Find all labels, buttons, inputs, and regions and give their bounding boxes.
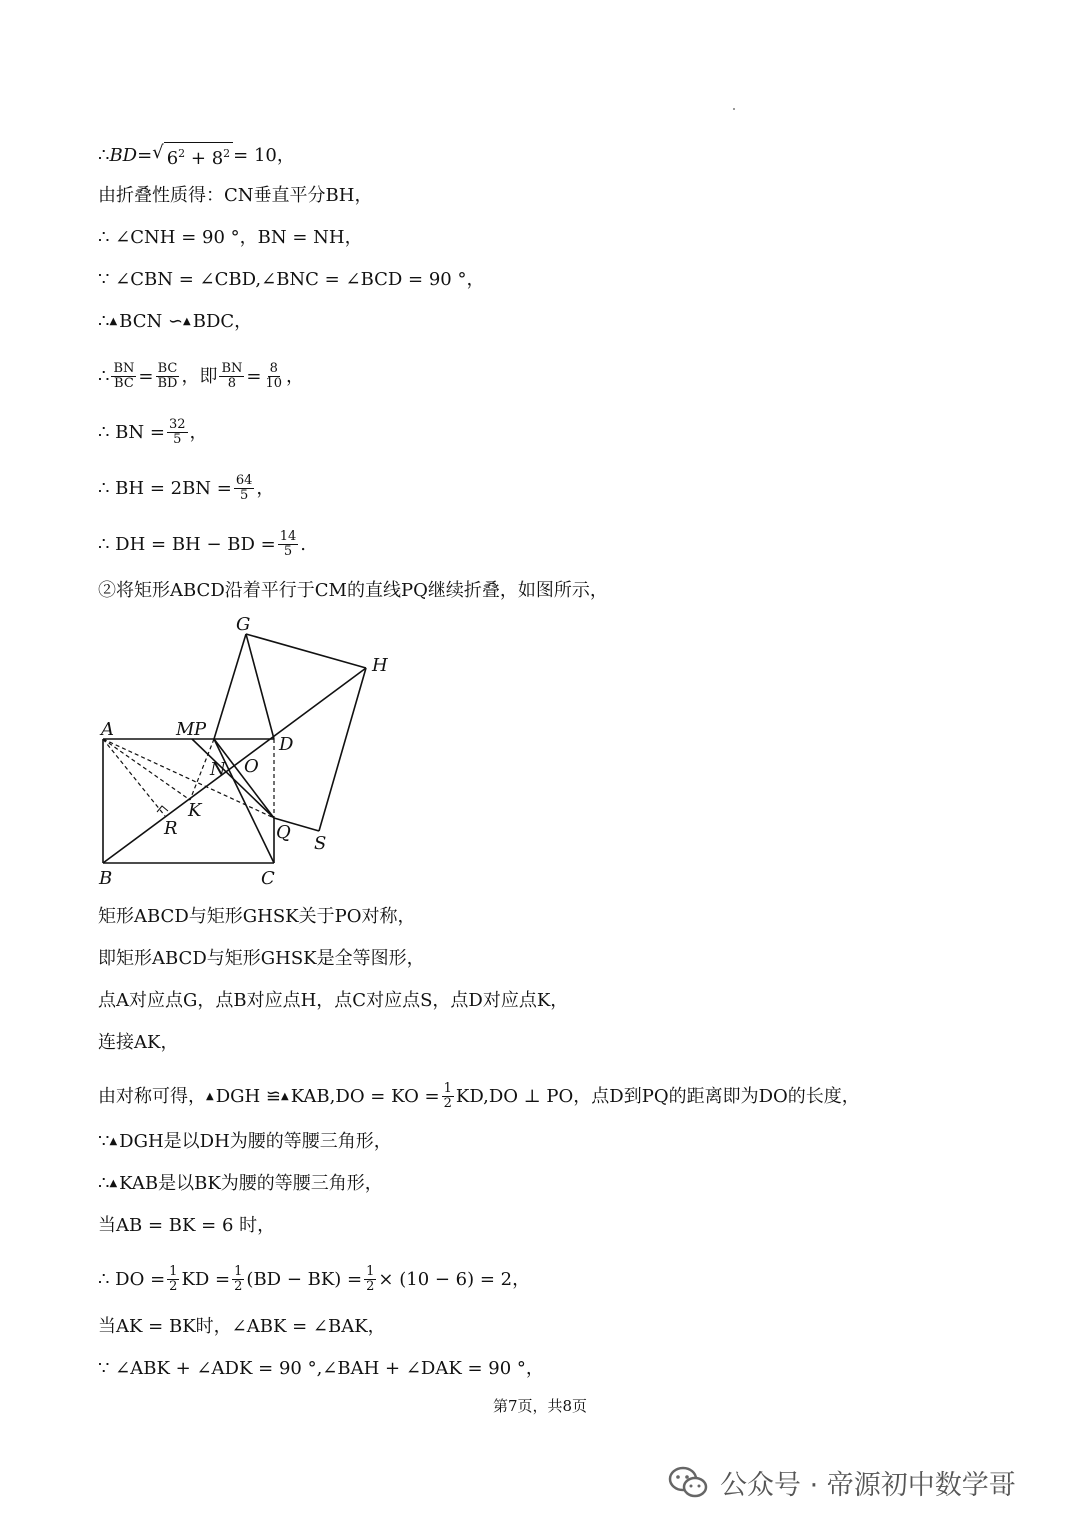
fraction: [167, 1265, 179, 1294]
numerator: BN: [113, 361, 135, 376]
line-ratio: [98, 362, 304, 391]
line-angle-sum: ∵ ∠ABK + ∠ADK = 90 °,∠BAH + ∠DAK = 90 °，: [98, 1358, 544, 1379]
base-8: 8: [211, 148, 224, 169]
triangle-icon: ▲: [183, 316, 191, 327]
page-footer: 第7页，共8页: [492, 1397, 588, 1415]
numerator: 1: [443, 1081, 452, 1096]
line-bn: [98, 418, 208, 447]
wechat-icon: [668, 1466, 708, 1500]
comma: ，: [286, 365, 305, 387]
tri-bdc: BDC，: [192, 311, 253, 332]
label-r: R: [164, 818, 178, 839]
equals: =: [246, 365, 262, 387]
plus: +: [185, 148, 212, 169]
period: .: [300, 533, 307, 555]
label-s: S: [314, 833, 327, 854]
edge-gp: [214, 634, 246, 739]
triangle-icon: ▲: [109, 316, 118, 327]
numerator: 64: [235, 473, 253, 488]
label-o: O: [244, 756, 259, 777]
denominator: 5: [283, 544, 293, 559]
line-cnh: ∴ ∠CNH = 90 °，BN = NH，: [98, 227, 363, 248]
triangle-icon: ▲: [281, 1090, 289, 1102]
equals: =: [138, 365, 154, 387]
fraction: [232, 1265, 244, 1294]
line-angles: ∵ ∠CBN = ∠CBD,∠BNC = ∠BCD = 90 °，: [98, 269, 485, 290]
edge-hs: [319, 668, 366, 831]
geometry-figure: [80, 605, 420, 900]
comma: ，: [189, 421, 208, 443]
triangle-icon: ▲: [206, 1090, 214, 1102]
segment-pq: [192, 739, 274, 818]
expr: ∴ DO =: [98, 1268, 166, 1290]
sqrt-expression: [152, 142, 233, 170]
base-6: 6: [166, 148, 179, 169]
label-k: K: [188, 800, 202, 821]
connector: ，即: [181, 365, 218, 387]
denominator: BC: [114, 376, 134, 391]
numerator: 1: [234, 1264, 243, 1279]
fraction: [364, 1265, 376, 1294]
tri-dgh: DGH ≌: [215, 1085, 282, 1107]
numerator: BN: [221, 361, 243, 376]
line-bd-value: [98, 142, 295, 170]
numerator: 1: [169, 1264, 178, 1279]
denominator: 10: [265, 376, 283, 391]
result: = 10，: [233, 145, 295, 166]
math-var: BD: [109, 145, 138, 166]
line-isosceles-dgh: [98, 1131, 392, 1153]
line-connect-ak: 连接AK，: [98, 1032, 179, 1053]
edge-gh: [246, 634, 366, 668]
watermark-text: 公众号 · 帝源初中数学哥: [720, 1470, 1016, 1501]
label-q: Q: [276, 822, 291, 843]
statement: DGH是以DH为腰的等腰三角形，: [119, 1131, 392, 1152]
numerator: BC: [157, 361, 178, 376]
label-g: G: [236, 614, 251, 635]
triangle-icon: ▲: [109, 1136, 118, 1147]
numerator: 32: [168, 417, 186, 432]
line-fold-property: 由折叠性质得：CN垂直平分BH，: [98, 185, 373, 206]
dashed-ar: [103, 739, 165, 816]
line-do-value: [98, 1265, 530, 1294]
comma: ，: [256, 477, 275, 499]
tri-kab: KAB,DO = KO =: [290, 1085, 440, 1107]
label-n: N: [210, 759, 226, 780]
edge-gd: [246, 634, 274, 739]
label-m: M: [176, 719, 195, 740]
expr: ∴ DH = BH − BD =: [98, 533, 276, 555]
numerator: 1: [366, 1264, 375, 1279]
line-correspondence: 点A对应点G，点B对应点H，点C对应点S，点D对应点K，: [98, 990, 569, 1011]
denominator: 2: [169, 1279, 178, 1294]
denominator: BD: [157, 376, 178, 391]
expr: × (10 − 6) = 2，: [378, 1268, 531, 1290]
numerator: 8: [269, 361, 278, 376]
fraction: [442, 1082, 454, 1111]
label-h: H: [372, 655, 388, 676]
denominator: 2: [443, 1096, 452, 1111]
fraction: [167, 418, 188, 447]
fraction: [155, 362, 179, 391]
label-c: C: [261, 868, 275, 889]
denominator: 5: [173, 432, 182, 447]
line-case2: 当AK = BK时，∠ABK = ∠BAK，: [98, 1316, 386, 1337]
speck: [733, 108, 735, 110]
exp-2: 2: [178, 147, 186, 160]
label-d: D: [279, 734, 294, 755]
label-a: A: [101, 719, 114, 740]
statement: KAB是以BK为腰的等腰三角形，: [119, 1173, 383, 1194]
line-congruent: 即矩形ABCD与矩形GHSK是全等图形，: [98, 948, 425, 969]
exp-2b: 2: [223, 147, 231, 160]
therefore-symbol: ∴: [98, 311, 110, 332]
therefore-symbol: ∴: [98, 145, 110, 166]
therefore-symbol: ∴: [98, 1173, 110, 1194]
line-symmetric: 矩形ABCD与矩形GHSK关于PO对称，: [98, 906, 416, 927]
label-p: P: [194, 719, 207, 740]
fraction: [264, 362, 285, 391]
suffix: KD,DO ⊥ PO，点D到PQ的距离即为DO的长度，: [455, 1085, 860, 1107]
fraction: [219, 362, 244, 391]
watermark: [668, 1463, 1016, 1502]
line-case1: 当AB = BK = 6 时，: [98, 1215, 276, 1236]
line-bh: [98, 474, 274, 503]
therefore-symbol: ∴: [98, 365, 110, 387]
equals: =: [137, 145, 153, 166]
right-angle-mark: [157, 806, 168, 812]
line-dh: [98, 530, 306, 559]
tri-bcn: BCN ∽: [119, 311, 184, 332]
radical-sign: √: [152, 142, 164, 163]
because-symbol: ∵: [98, 1131, 110, 1152]
fraction: [111, 362, 136, 391]
dashed-ak: [103, 739, 190, 800]
fraction: [234, 474, 255, 503]
radicand: [164, 142, 233, 170]
fraction: [278, 530, 299, 559]
line-part2-intro: ②将矩形ABCD沿着平行于CM的直线PQ继续折叠，如图所示，: [98, 580, 608, 601]
numerator: 14: [279, 529, 297, 544]
denominator: 2: [234, 1279, 243, 1294]
denominator: 2: [366, 1279, 375, 1294]
line-symmetry-result: [98, 1082, 860, 1111]
expr: ∴ BH = 2BN =: [98, 477, 232, 499]
line-isosceles-kab: [98, 1173, 383, 1195]
line-similar: [98, 311, 252, 333]
prefix: 由对称可得，: [98, 1085, 206, 1107]
label-b: B: [99, 868, 113, 889]
triangle-icon: ▲: [109, 1178, 118, 1189]
denominator: 8: [227, 376, 237, 391]
expr: (BD − BK) =: [246, 1268, 363, 1290]
expr: ∴ BN =: [98, 421, 165, 443]
denominator: 5: [239, 488, 249, 503]
expr: KD =: [181, 1268, 231, 1290]
